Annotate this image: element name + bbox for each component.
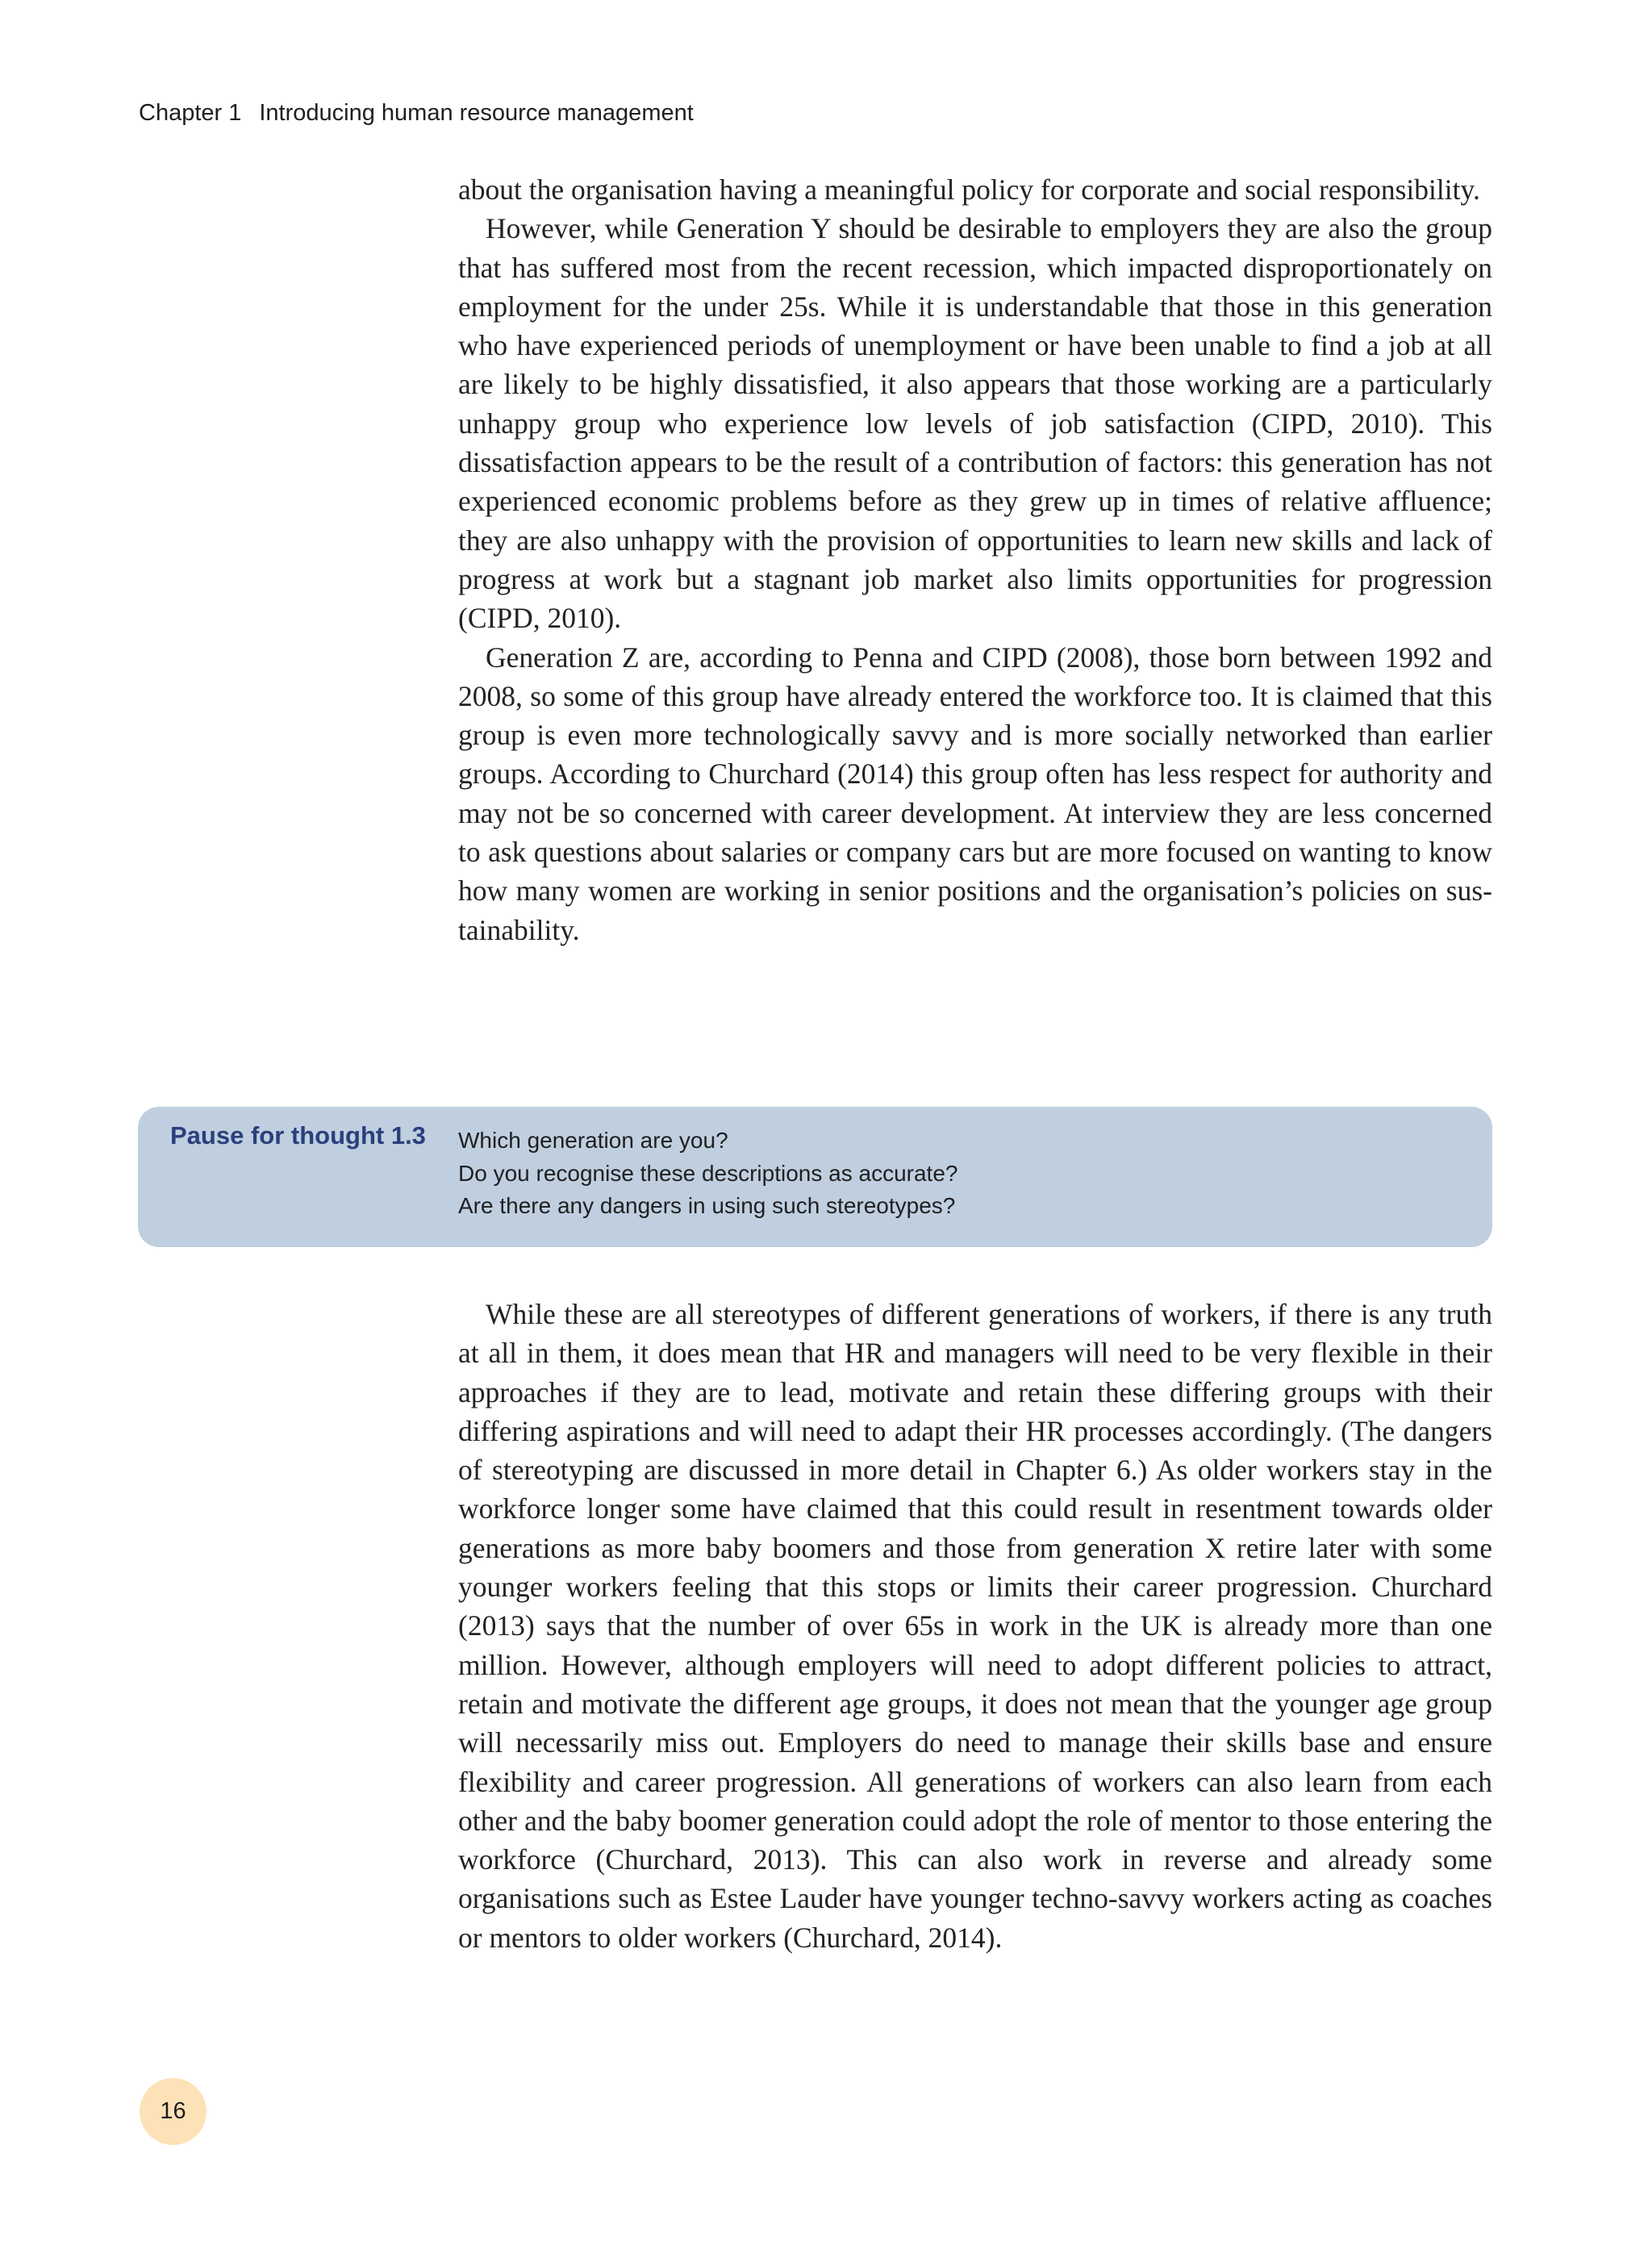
chapter-label: Chapter 1: [139, 100, 242, 126]
question-line: Which generation are you?: [458, 1128, 728, 1153]
paragraph: Generation Z are, according to Penna and CIPD (2008), those born between 1992 and 2008, so some of this group have already entered the workforce too. It is claimed that this group is even more technologically savvy and is more socially networked than earlier groups. According to Churchard (2014) this group often has less respect for authority and may not be so concerned with career development. At interview they are less concerned to ask questions about salaries or company cars but are more focused on wanting to know how many women are working in senior positions and the organisation’s policies on sustainability.: [458, 641, 1492, 946]
question-line: Do you recognise these descriptions as accurate?: [458, 1160, 958, 1186]
chapter-title: Introducing human resource management: [259, 100, 694, 126]
pause-for-thought-box: [138, 1107, 1492, 1247]
running-head: [139, 100, 694, 127]
pause-for-thought-label: Pause for thought 1.3: [170, 1121, 426, 1150]
pause-for-thought-questions: [458, 1125, 957, 1223]
question-line: Are there any dangers in using such stereotypes?: [458, 1193, 956, 1218]
page-number-badge: [140, 2078, 206, 2145]
page-number: 16: [160, 2098, 186, 2124]
body-text-bottom: [458, 1295, 1492, 1957]
paragraph: However, while Generation Y should be desirable to employers they are also the group that has suffered most from the recent recession, which impacted disproportionately on employment for the under 25s. While it is understandable that those in this generation who have experienced periods of unemployment or have been unable to find a job at all are likely to be highly dissatisfied, it also appears that those working are a particularly unhappy group who experience low levels of job satisfaction (CIPD, 2010). This dissatisfaction appears to be the result of a contribution of factors: this generation has not experienced economic problems before as they grew up in times of relative affluence; they are also unhappy with the provision of opportunities to learn new skills and lack of progress at work but a stagnant job market also limits opportunities for progression (CIPD, 2010).: [458, 212, 1492, 635]
paragraph: about the organisation having a meaningful policy for corporate and social responsibility.: [458, 173, 1480, 206]
body-text-top: [458, 170, 1492, 949]
paragraph: While these are all stereotypes of different generations of workers, if there is any truth at all in them, it does mean that HR and managers will need to be very flexible in their approaches if they are to lead, motivate and retain these differing groups with their differing aspirations and will need to adapt their HR processes accordingly. (The dangers of stereotyping are discussed in more detail in Chapter 6.) As older workers stay in the workforce longer some have claimed that this could result in resentment towards older generations as more baby boomers and those from generation X retire later with some younger workers feeling that this stops or limits their career progression. Churchard (2013) says that the number of over 65s in work in the UK is already more than one million. However, although employers will need to adopt different policies to attract, retain and motivate the different age groups, it does not mean that the younger age group will necessarily miss out. Employers do need to manage their skills base and ensure flexibility and career progression. All generations of workers can also learn from each other and the baby boomer generation could adopt the role of mentor to those entering the workforce (Churchard, 2013). This can also work in reverse and already some organisations such as Estee Lauder have younger techno-savvy workers acting as coaches or mentors to older workers (Churchard, 2014).: [458, 1298, 1492, 1954]
